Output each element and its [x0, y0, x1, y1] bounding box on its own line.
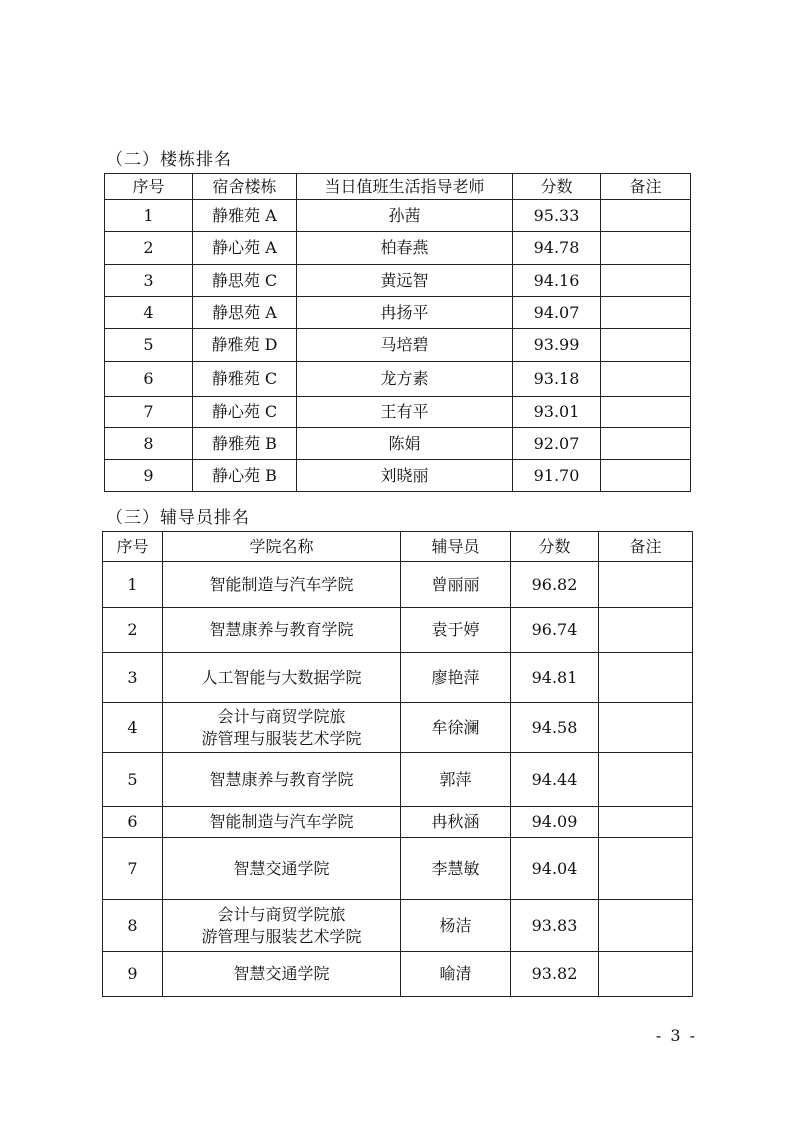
- row-remarks: [601, 200, 691, 232]
- row-counselor: 郭萍: [401, 753, 511, 807]
- row-dormitory: 静心苑 A: [193, 232, 297, 265]
- row-score: 91.70: [513, 460, 601, 492]
- row-remarks: [601, 232, 691, 265]
- row-score: 94.04: [511, 838, 599, 900]
- row-teacher: 龙方素: [297, 362, 513, 397]
- row-counselor: 杨洁: [401, 900, 511, 952]
- row-college: 智慧交通学院: [163, 952, 401, 997]
- table-row: [103, 838, 693, 900]
- table-row: [103, 952, 693, 997]
- row-remarks: [599, 900, 693, 952]
- row-teacher: 孙茜: [297, 200, 513, 232]
- row-college: 智能制造与汽车学院: [163, 807, 401, 838]
- row-college: 会计与商贸学院旅 游管理与服装艺术学院: [163, 703, 401, 753]
- row-index: 3: [103, 653, 163, 703]
- row-remarks: [599, 807, 693, 838]
- table-header-row: [103, 532, 693, 562]
- row-index: 6: [103, 807, 163, 838]
- row-counselor: 廖艳萍: [401, 653, 511, 703]
- row-score: 93.18: [513, 362, 601, 397]
- header-index: 序号: [105, 174, 193, 200]
- row-index: 2: [105, 232, 193, 265]
- row-score: 94.16: [513, 265, 601, 297]
- row-dormitory: 静心苑 C: [193, 397, 297, 428]
- row-score: 94.07: [513, 297, 601, 329]
- row-score: 94.58: [511, 703, 599, 753]
- header-score: 分数: [513, 174, 601, 200]
- row-score: 96.82: [511, 562, 599, 608]
- row-teacher: 陈娟: [297, 428, 513, 460]
- row-score: 96.74: [511, 608, 599, 653]
- header-score: 分数: [511, 532, 599, 562]
- row-score: 94.81: [511, 653, 599, 703]
- row-remarks: [601, 428, 691, 460]
- row-remarks: [599, 753, 693, 807]
- row-dormitory: 静雅苑 A: [193, 200, 297, 232]
- table-row: [103, 703, 693, 753]
- row-college: 智能制造与汽车学院: [163, 562, 401, 608]
- row-college: 会计与商贸学院旅 游管理与服装艺术学院: [163, 900, 401, 952]
- row-dormitory: 静雅苑 D: [193, 329, 297, 362]
- header-remarks: 备注: [601, 174, 691, 200]
- row-teacher: 刘晓丽: [297, 460, 513, 492]
- row-remarks: [601, 397, 691, 428]
- table-row: [103, 562, 693, 608]
- row-teacher: 王有平: [297, 397, 513, 428]
- table-row: [103, 753, 693, 807]
- row-score: 94.78: [513, 232, 601, 265]
- row-score: 93.99: [513, 329, 601, 362]
- row-score: 94.09: [511, 807, 599, 838]
- row-index: 7: [105, 397, 193, 428]
- row-score: 93.83: [511, 900, 599, 952]
- table-row: [105, 397, 691, 428]
- row-dormitory: 静心苑 B: [193, 460, 297, 492]
- table-header-row: [105, 174, 691, 200]
- row-score: 93.82: [511, 952, 599, 997]
- row-counselor: 牟徐澜: [401, 703, 511, 753]
- row-remarks: [601, 329, 691, 362]
- row-index: 9: [103, 952, 163, 997]
- table-row: [105, 297, 691, 329]
- row-index: 4: [105, 297, 193, 329]
- row-index: 9: [105, 460, 193, 492]
- row-dormitory: 静雅苑 C: [193, 362, 297, 397]
- row-college: 智慧交通学院: [163, 838, 401, 900]
- header-dormitory: 宿舍楼栋: [193, 174, 297, 200]
- row-score: 93.01: [513, 397, 601, 428]
- row-college: 人工智能与大数据学院: [163, 653, 401, 703]
- header-index: 序号: [103, 532, 163, 562]
- row-remarks: [601, 362, 691, 397]
- counselor-ranking-table: [102, 531, 693, 997]
- row-remarks: [599, 838, 693, 900]
- header-college: 学院名称: [163, 532, 401, 562]
- row-score: 95.33: [513, 200, 601, 232]
- row-teacher: 冉扬平: [297, 297, 513, 329]
- table-row: [105, 460, 691, 492]
- row-remarks: [601, 460, 691, 492]
- row-remarks: [599, 653, 693, 703]
- row-index: 1: [103, 562, 163, 608]
- table-row: [105, 265, 691, 297]
- row-remarks: [601, 265, 691, 297]
- row-index: 5: [103, 753, 163, 807]
- row-teacher: 马培碧: [297, 329, 513, 362]
- row-counselor: 冉秋涵: [401, 807, 511, 838]
- row-score: 92.07: [513, 428, 601, 460]
- row-dormitory: 静雅苑 B: [193, 428, 297, 460]
- row-college: 智慧康养与教育学院: [163, 608, 401, 653]
- row-remarks: [599, 562, 693, 608]
- table-row: [105, 200, 691, 232]
- row-remarks: [599, 952, 693, 997]
- row-index: 8: [103, 900, 163, 952]
- row-dormitory: 静思苑 C: [193, 265, 297, 297]
- row-dormitory: 静思苑 A: [193, 297, 297, 329]
- building-ranking-table: [104, 173, 691, 492]
- table-row: [103, 608, 693, 653]
- row-index: 5: [105, 329, 193, 362]
- row-teacher: 黄远智: [297, 265, 513, 297]
- header-counselor: 辅导员: [401, 532, 511, 562]
- row-index: 8: [105, 428, 193, 460]
- row-counselor: 李慧敏: [401, 838, 511, 900]
- table-row: [103, 807, 693, 838]
- table-row: [105, 428, 691, 460]
- row-index: 4: [103, 703, 163, 753]
- row-index: 6: [105, 362, 193, 397]
- row-remarks: [599, 608, 693, 653]
- row-index: 3: [105, 265, 193, 297]
- row-teacher: 柏春燕: [297, 232, 513, 265]
- row-college: 智慧康养与教育学院: [163, 753, 401, 807]
- row-index: 1: [105, 200, 193, 232]
- table-row: [105, 362, 691, 397]
- row-counselor: 喻清: [401, 952, 511, 997]
- header-remarks: 备注: [599, 532, 693, 562]
- row-counselor: 袁于婷: [401, 608, 511, 653]
- table-row: [105, 329, 691, 362]
- row-remarks: [601, 297, 691, 329]
- page-number: - 3 -: [655, 1026, 697, 1045]
- row-index: 2: [103, 608, 163, 653]
- table-row: [103, 900, 693, 952]
- header-teacher: 当日值班生活指导老师: [297, 174, 513, 200]
- section-title-counselor-ranking: （三）辅导员排名: [106, 508, 250, 528]
- table-row: [105, 232, 691, 265]
- row-index: 7: [103, 838, 163, 900]
- row-counselor: 曾丽丽: [401, 562, 511, 608]
- section-title-building-ranking: （二）楼栋排名: [106, 150, 232, 170]
- table-row: [103, 653, 693, 703]
- row-remarks: [599, 703, 693, 753]
- row-score: 94.44: [511, 753, 599, 807]
